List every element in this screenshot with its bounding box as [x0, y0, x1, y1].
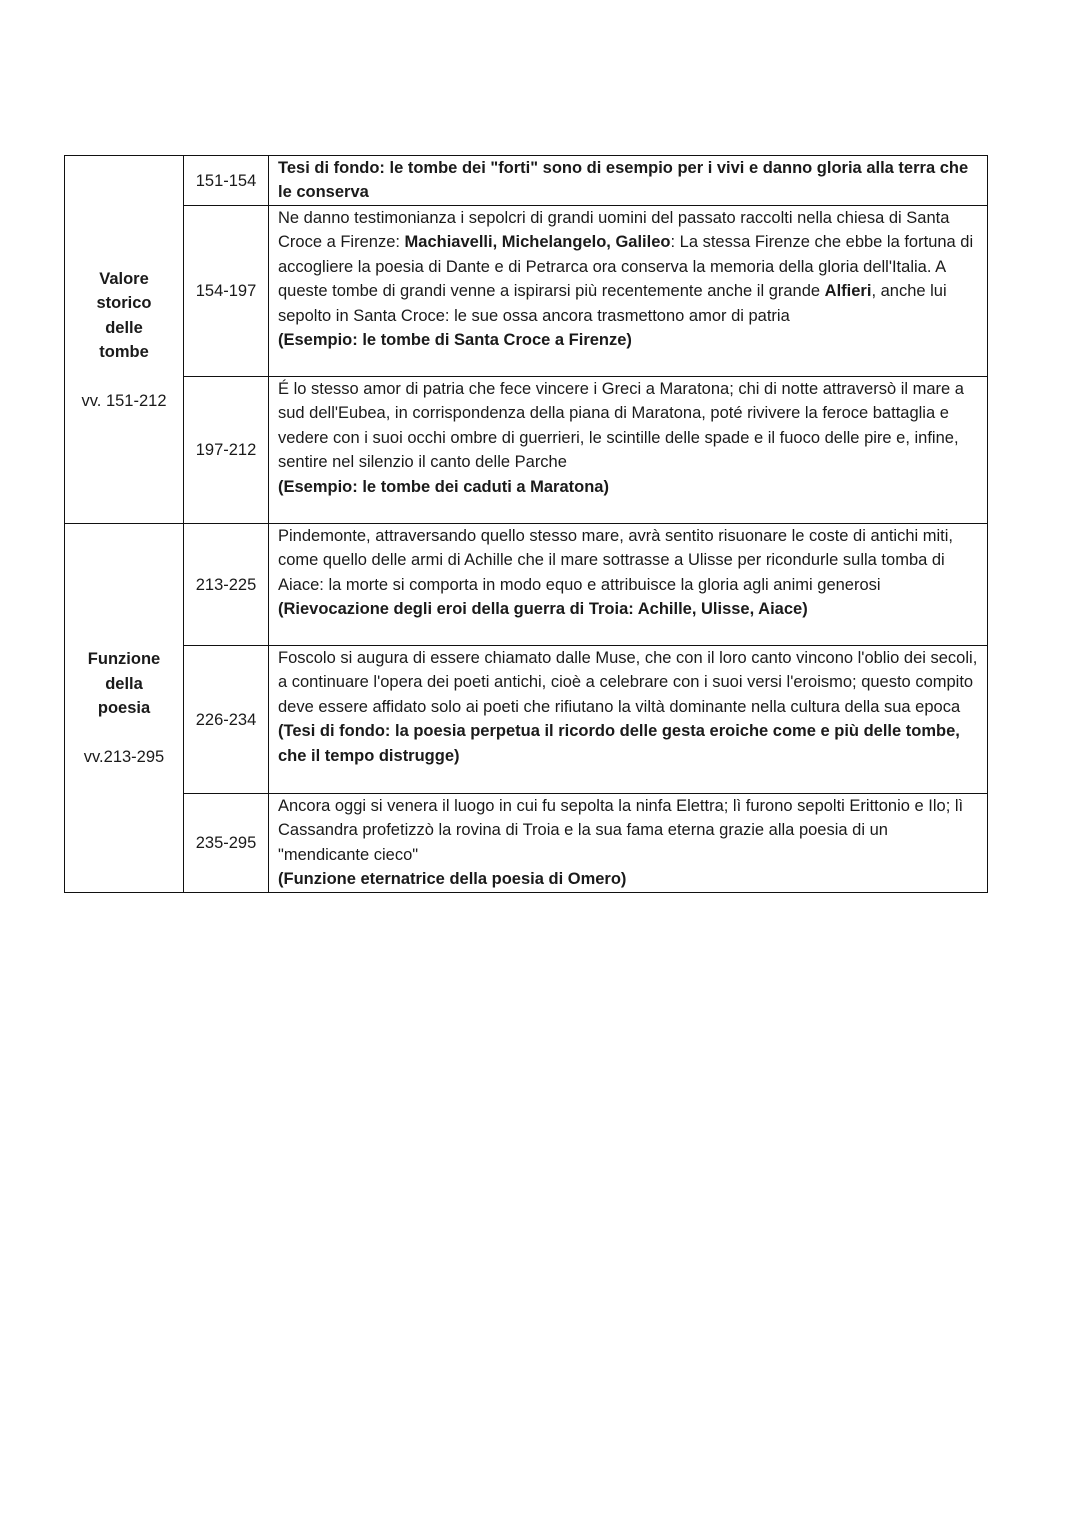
description-note: (Rievocazione degli eroi della guerra di Troia: Achille, Ulisse, Aiace): [278, 600, 808, 619]
section-title: Valore storico delle tombe: [96, 269, 152, 361]
description-cell: [269, 377, 988, 524]
section-range: vv. 151-212: [81, 391, 167, 410]
table-row: [65, 206, 988, 377]
table-row: [65, 156, 988, 206]
description-text-bold: Alfieri: [824, 282, 872, 301]
description-text: Foscolo si augura di essere chiamato dalle Muse, che con il loro canto vincono l'oblio dei secoli, a continuare l'opera dei poeti antichi, cioè a celebrare con i suoi versi l'eroismo; questo compito deve essere affidato solo ai poeti che rifiutano la viltà dominante nella cultura della sua epoca: [278, 649, 978, 716]
description-text: Pindemonte, attraversando quello stesso mare, avrà sentito risuonare le coste di antichi miti, come quello delle armi di Achille che il mare sottrasse a Ulisse per ricondurle sulla tomba di Aiace: la morte si comporta in modo equo e attribuisce la gloria agli animi generosi: [278, 527, 954, 594]
description-text: : La stessa Firenze che ebbe la fortuna di accogliere la poesia di Dante e di Petrarca ora conserva la memoria della gloria dell'Italia. A queste tombe di grandi venne a ispirarsi più recentemente anche il grande: [278, 233, 974, 301]
description-note: (Funzione eternatrice della poesia di Omero): [278, 870, 627, 889]
table-row: [65, 524, 988, 646]
description-cell: [269, 646, 988, 794]
verse-range: 154-197: [184, 206, 269, 377]
description-text: Ne danno testimonianza i sepolcri di grandi uomini del passato raccolti nella chiesa di Santa Croce a Firenze:: [278, 209, 950, 252]
description-text-bold: Machiavelli, Michelangelo, Galileo: [404, 233, 671, 252]
table-row: [65, 646, 988, 794]
description-text: Ancora oggi si venera il luogo in cui fu sepolta la ninfa Elettra; lì furono sepolti Erittonio e Ilo; lì Cassandra profetizzò la rovina di Troia e la sua fama eterna grazie alla poesia di un "mendicante cieco": [278, 797, 964, 864]
description-note: (Esempio: le tombe dei caduti a Maratona): [278, 477, 609, 496]
verse-range: 151-154: [184, 156, 269, 206]
section-cell: [65, 156, 184, 524]
description-cell: [269, 524, 988, 646]
verse-range: 235-295: [184, 794, 269, 893]
section-cell: [65, 524, 184, 893]
verse-range: 213-225: [184, 524, 269, 646]
verse-range: 226-234: [184, 646, 269, 794]
description-cell: [269, 794, 988, 893]
description-text: É lo stesso amor di patria che fece vincere i Greci a Maratona; chi di notte attraversò il mare a sud dell'Eubea, in corrispondenza della piana di Maratona, poté rivivere la feroce battaglia e vedere con i suoi occhi ombre di guerrieri, le scintille delle spade e il fuoco delle pire e, infine, sentire nel silenzio il canto delle Parche: [278, 380, 964, 472]
table-row: [65, 794, 988, 893]
section-range: vv.213-295: [83, 747, 165, 766]
description-note: (Tesi di fondo: la poesia perpetua il ricordo delle gesta eroiche come e più delle tombe, che il tempo distrugge): [278, 722, 960, 765]
section-title: Funzione della poesia: [87, 650, 161, 718]
verse-range: 197-212: [184, 377, 269, 524]
description-cell: [269, 156, 988, 206]
description-note: (Esempio: le tombe di Santa Croce a Firenze): [278, 331, 632, 350]
summary-table: [64, 155, 988, 893]
description-text: Tesi di fondo: le tombe dei "forti" sono di esempio per i vivi e danno gloria alla terra che le conserva: [278, 159, 969, 202]
description-cell: [269, 206, 988, 377]
description-text: , anche lui sepolto in Santa Croce: le sue ossa ancora trasmettono amor di patria: [278, 282, 947, 325]
table-row: [65, 377, 988, 524]
